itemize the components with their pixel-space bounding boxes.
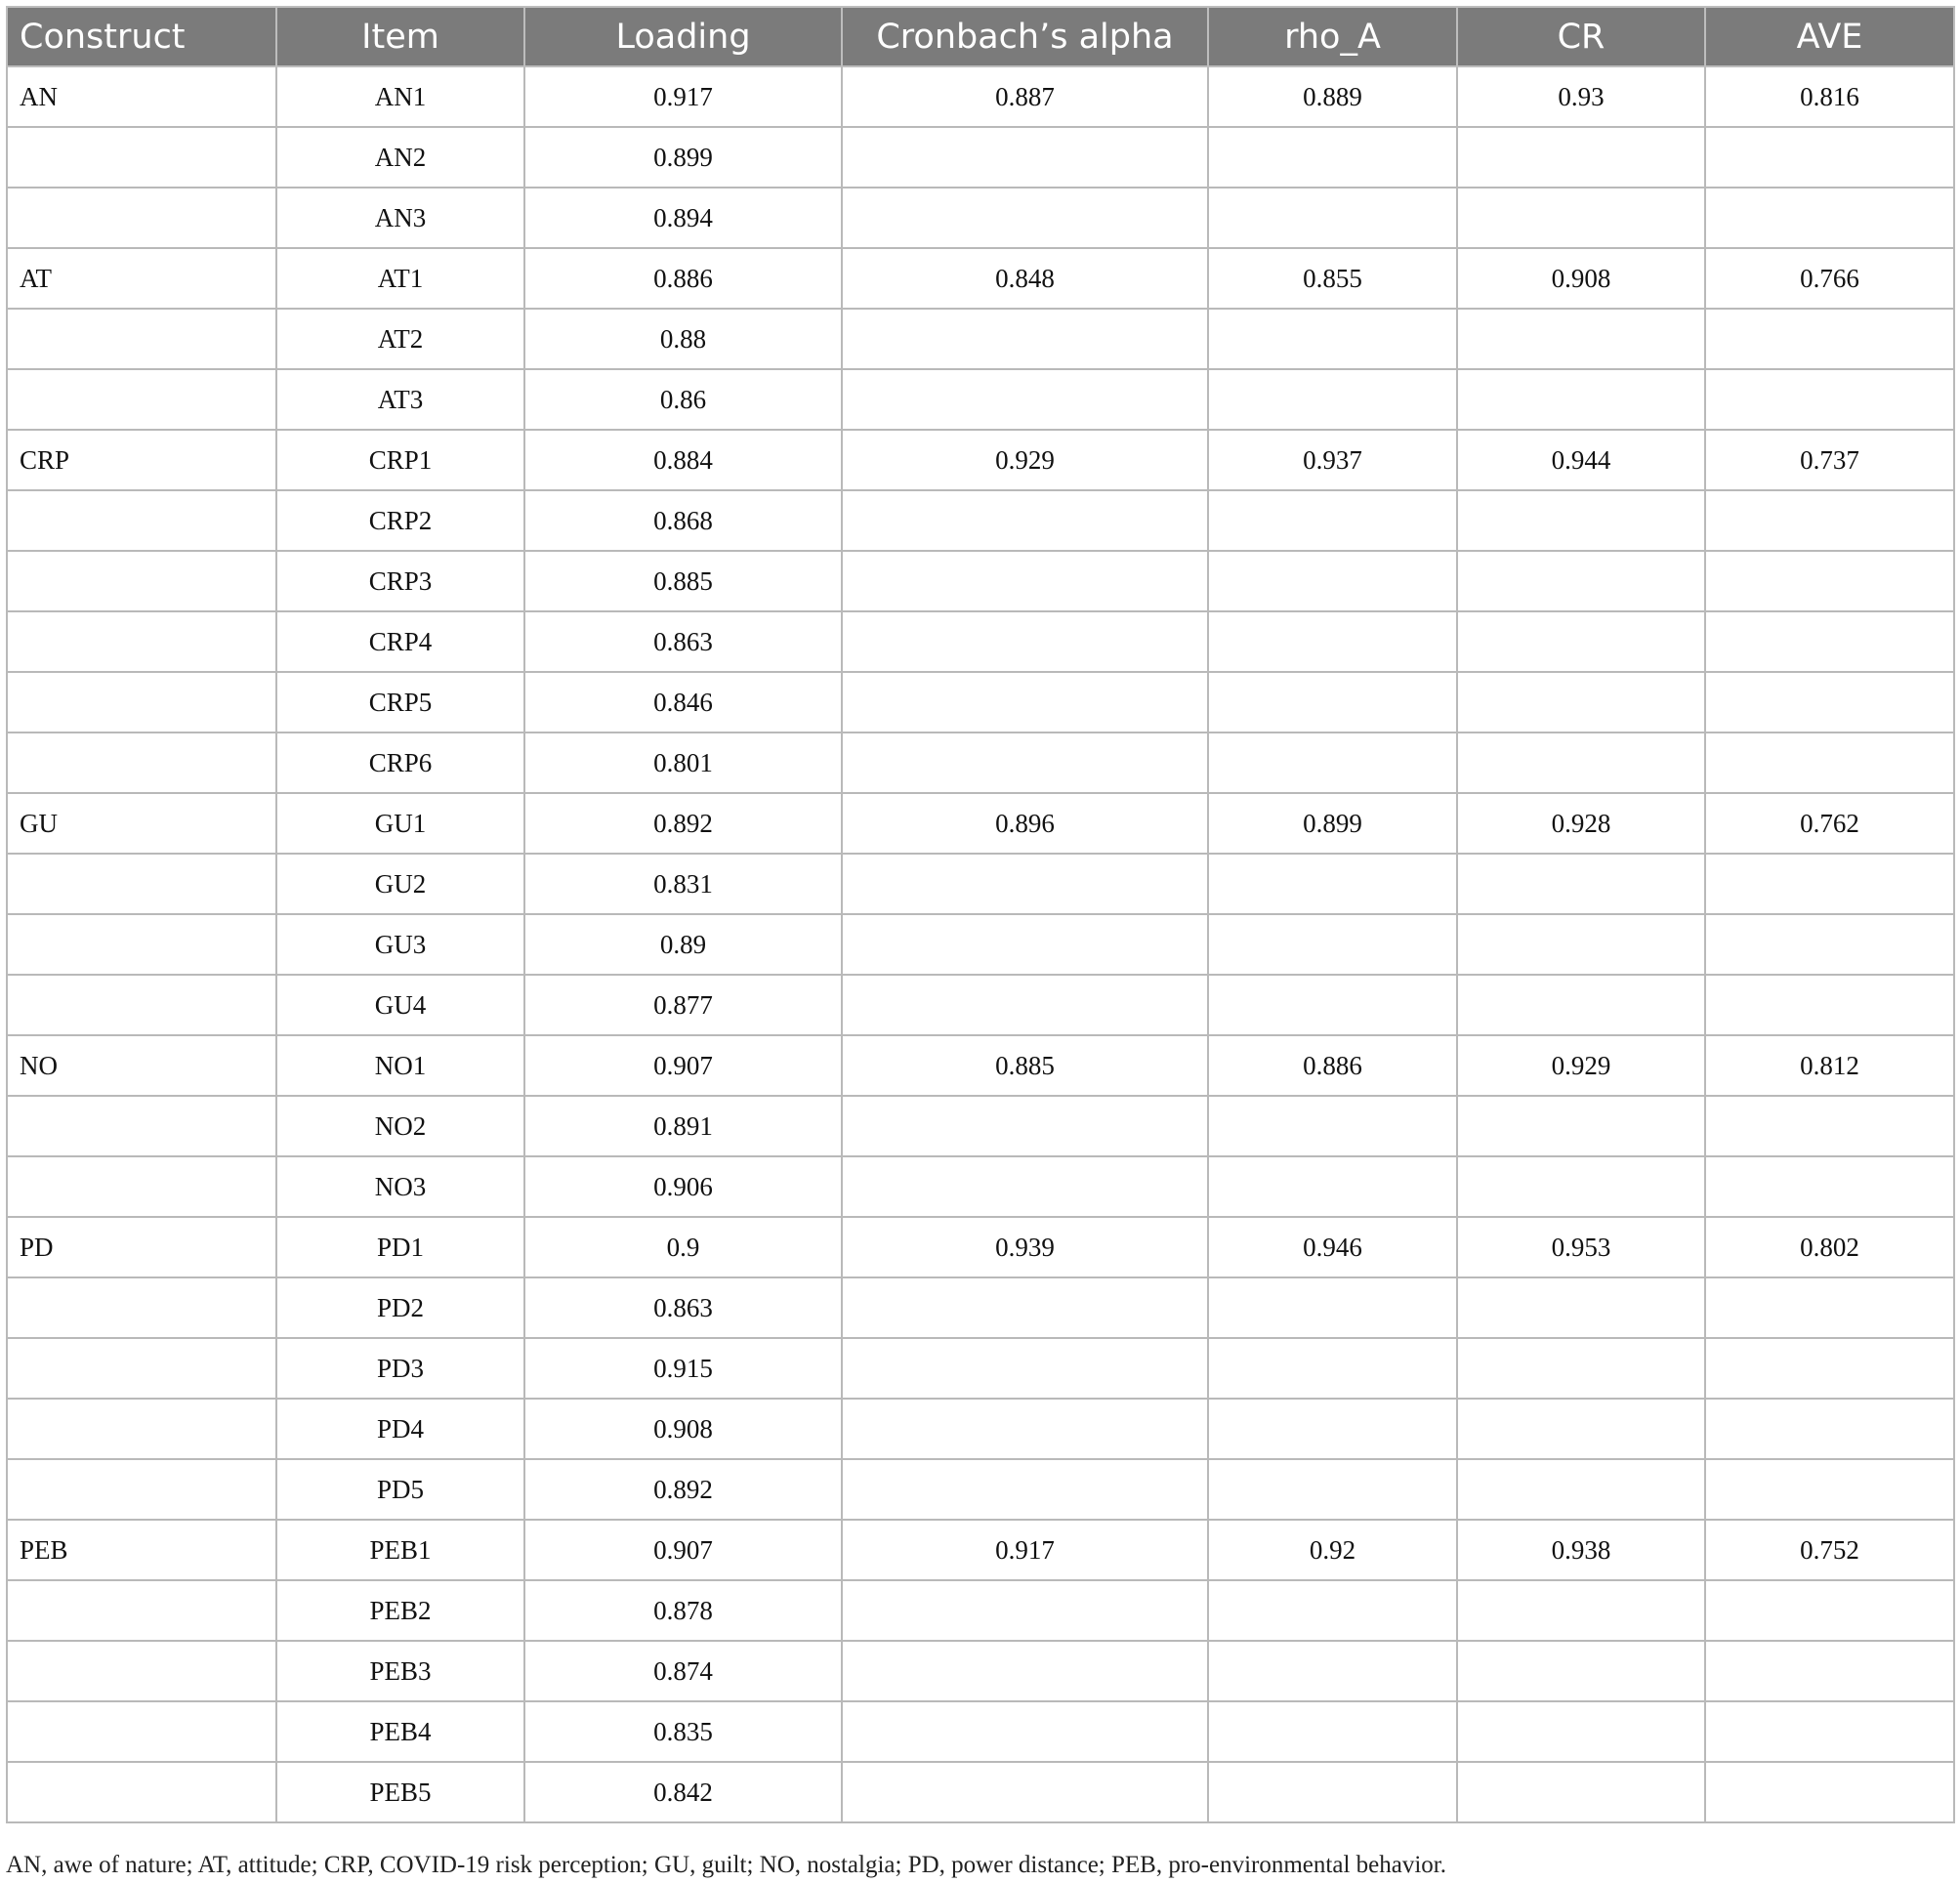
table-row	[7, 490, 1954, 551]
table-cell: PEB	[7, 1520, 276, 1580]
table-cell: 0.752	[1705, 1520, 1954, 1580]
table-cell	[842, 1338, 1208, 1399]
table-cell	[1208, 672, 1457, 732]
table-cell: NO2	[276, 1096, 524, 1156]
table-cell: 0.885	[842, 1035, 1208, 1096]
table-row	[7, 551, 1954, 611]
table-cell	[7, 1762, 276, 1822]
table-cell: 0.938	[1457, 1520, 1705, 1580]
table-cell: AT1	[276, 248, 524, 309]
table-header	[7, 7, 1954, 66]
table-cell	[1457, 611, 1705, 672]
table-row	[7, 1399, 1954, 1459]
table-cell	[1457, 1459, 1705, 1520]
table-cell	[1208, 188, 1457, 248]
table-cell	[1457, 188, 1705, 248]
table-cell: 0.944	[1457, 430, 1705, 490]
table-row	[7, 1338, 1954, 1399]
table-cell: 0.886	[524, 248, 842, 309]
table-cell: PEB1	[276, 1520, 524, 1580]
table-cell: 0.928	[1457, 793, 1705, 854]
table-row	[7, 1035, 1954, 1096]
table-cell	[7, 127, 276, 188]
table-cell: 0.816	[1705, 66, 1954, 127]
table-body	[7, 66, 1954, 1822]
table-cell	[7, 188, 276, 248]
table-cell: AN1	[276, 66, 524, 127]
table-cell	[7, 309, 276, 369]
table-cell	[1208, 975, 1457, 1035]
table-cell	[842, 1459, 1208, 1520]
table-cell: 0.863	[524, 611, 842, 672]
table-cell: 0.907	[524, 1520, 842, 1580]
table-cell	[842, 854, 1208, 914]
table-cell: AT	[7, 248, 276, 309]
column-header: rho_A	[1208, 7, 1457, 66]
table-cell	[7, 551, 276, 611]
table-cell	[1457, 1277, 1705, 1338]
table-row	[7, 1217, 1954, 1277]
table-cell	[1457, 1338, 1705, 1399]
table-cell: 0.831	[524, 854, 842, 914]
table-cell	[1705, 672, 1954, 732]
table-cell: PD2	[276, 1277, 524, 1338]
table-cell: AT2	[276, 309, 524, 369]
table-cell: PD4	[276, 1399, 524, 1459]
table-cell: PD	[7, 1217, 276, 1277]
table-cell: CRP3	[276, 551, 524, 611]
header-row	[7, 7, 1954, 66]
table-cell	[1208, 1762, 1457, 1822]
column-header: AVE	[1705, 7, 1954, 66]
table-cell: 0.896	[842, 793, 1208, 854]
column-header: Construct	[7, 7, 276, 66]
table-cell: 0.802	[1705, 1217, 1954, 1277]
table-cell: GU3	[276, 914, 524, 975]
table-cell: NO	[7, 1035, 276, 1096]
table-cell	[1705, 1459, 1954, 1520]
table-cell	[842, 732, 1208, 793]
table-cell	[7, 672, 276, 732]
table-cell	[7, 1156, 276, 1217]
table-cell	[1208, 914, 1457, 975]
table-cell	[1208, 551, 1457, 611]
table-cell: 0.93	[1457, 66, 1705, 127]
table-row	[7, 248, 1954, 309]
table-row	[7, 1762, 1954, 1822]
table-row	[7, 1096, 1954, 1156]
table-cell: GU2	[276, 854, 524, 914]
table-cell: PEB3	[276, 1641, 524, 1701]
table-cell: NO1	[276, 1035, 524, 1096]
table-cell	[1457, 914, 1705, 975]
table-cell: PEB5	[276, 1762, 524, 1822]
table-cell	[1705, 975, 1954, 1035]
table-cell: GU4	[276, 975, 524, 1035]
table-row	[7, 732, 1954, 793]
table-cell: 0.899	[1208, 793, 1457, 854]
table-cell: 0.874	[524, 1641, 842, 1701]
table-container	[6, 6, 1953, 1823]
table-cell: 0.878	[524, 1580, 842, 1641]
table-cell	[1705, 914, 1954, 975]
table-cell	[1705, 1701, 1954, 1762]
table-cell: 0.915	[524, 1338, 842, 1399]
table-cell	[1208, 1338, 1457, 1399]
table-row	[7, 369, 1954, 430]
table-cell: GU1	[276, 793, 524, 854]
table-cell: 0.891	[524, 1096, 842, 1156]
table-cell	[842, 490, 1208, 551]
table-cell	[1705, 369, 1954, 430]
table-cell	[1457, 490, 1705, 551]
table-cell	[1705, 188, 1954, 248]
table-cell	[1208, 1641, 1457, 1701]
table-cell	[1705, 732, 1954, 793]
table-cell: 0.894	[524, 188, 842, 248]
table-cell	[1208, 309, 1457, 369]
table-cell	[1208, 127, 1457, 188]
table-row	[7, 1580, 1954, 1641]
table-cell: PEB2	[276, 1580, 524, 1641]
table-cell: 0.868	[524, 490, 842, 551]
table-cell: 0.762	[1705, 793, 1954, 854]
table-cell	[842, 975, 1208, 1035]
table-cell	[1457, 1096, 1705, 1156]
table-row	[7, 672, 1954, 732]
table-cell: 0.892	[524, 793, 842, 854]
table-cell: 0.9	[524, 1217, 842, 1277]
reliability-table	[6, 6, 1955, 1823]
table-cell	[1457, 1701, 1705, 1762]
table-cell: 0.917	[524, 66, 842, 127]
table-cell	[842, 188, 1208, 248]
table-cell	[7, 1459, 276, 1520]
table-row	[7, 1277, 1954, 1338]
table-cell	[1457, 369, 1705, 430]
table-cell	[1457, 127, 1705, 188]
table-row	[7, 309, 1954, 369]
table-row	[7, 854, 1954, 914]
table-cell	[1208, 490, 1457, 551]
table-cell	[1705, 551, 1954, 611]
table-cell	[1457, 1762, 1705, 1822]
table-cell: 0.842	[524, 1762, 842, 1822]
table-cell	[7, 611, 276, 672]
table-row	[7, 793, 1954, 854]
table-cell: 0.835	[524, 1701, 842, 1762]
table-cell	[1705, 1338, 1954, 1399]
table-row	[7, 1641, 1954, 1701]
table-cell: 0.801	[524, 732, 842, 793]
table-cell	[1705, 127, 1954, 188]
table-cell: 0.907	[524, 1035, 842, 1096]
table-cell	[1457, 309, 1705, 369]
table-cell	[1457, 1156, 1705, 1217]
table-cell: 0.737	[1705, 430, 1954, 490]
table-cell	[1208, 732, 1457, 793]
table-cell: 0.908	[524, 1399, 842, 1459]
table-cell	[1705, 1156, 1954, 1217]
table-cell: 0.892	[524, 1459, 842, 1520]
table-row	[7, 430, 1954, 490]
table-cell	[842, 1277, 1208, 1338]
table-cell	[7, 1399, 276, 1459]
table-cell	[842, 1701, 1208, 1762]
table-cell: 0.889	[1208, 66, 1457, 127]
table-row	[7, 188, 1954, 248]
table-cell	[1705, 1096, 1954, 1156]
table-cell	[7, 1277, 276, 1338]
table-cell	[842, 1641, 1208, 1701]
table-cell: 0.885	[524, 551, 842, 611]
table-cell: CRP6	[276, 732, 524, 793]
table-cell	[1705, 1277, 1954, 1338]
table-cell	[1705, 309, 1954, 369]
table-cell	[7, 1096, 276, 1156]
table-cell: GU	[7, 793, 276, 854]
table-cell: 0.929	[1457, 1035, 1705, 1096]
table-cell	[7, 732, 276, 793]
table-cell: 0.92	[1208, 1520, 1457, 1580]
column-header: Item	[276, 7, 524, 66]
table-cell	[1208, 1399, 1457, 1459]
table-cell	[842, 127, 1208, 188]
table-row	[7, 66, 1954, 127]
table-cell: 0.846	[524, 672, 842, 732]
table-cell: AT3	[276, 369, 524, 430]
table-cell	[7, 369, 276, 430]
table-cell	[1208, 1580, 1457, 1641]
table-cell	[842, 1762, 1208, 1822]
table-row	[7, 1459, 1954, 1520]
table-cell	[1208, 369, 1457, 430]
table-cell: NO3	[276, 1156, 524, 1217]
table-cell: PD1	[276, 1217, 524, 1277]
table-cell	[1208, 611, 1457, 672]
table-cell	[842, 309, 1208, 369]
table-cell	[842, 672, 1208, 732]
table-cell	[1457, 1580, 1705, 1641]
column-header: CR	[1457, 7, 1705, 66]
table-cell	[1208, 1277, 1457, 1338]
table-footnote: AN, awe of nature; AT, attitude; CRP, COVID-19 risk perception; GU, guilt; NO, nostalgia; PD, power distance; PEB, pro-environmental behavior.	[6, 1852, 1446, 1878]
table-cell: AN	[7, 66, 276, 127]
table-cell	[1705, 611, 1954, 672]
table-cell: 0.917	[842, 1520, 1208, 1580]
table-cell	[7, 854, 276, 914]
table-cell	[7, 1580, 276, 1641]
table-cell	[842, 611, 1208, 672]
table-cell: PEB4	[276, 1701, 524, 1762]
table-cell: 0.886	[1208, 1035, 1457, 1096]
table-cell	[1208, 1459, 1457, 1520]
table-cell	[1705, 490, 1954, 551]
table-cell: PD5	[276, 1459, 524, 1520]
table-cell	[1705, 1399, 1954, 1459]
table-cell: 0.855	[1208, 248, 1457, 309]
table-row	[7, 611, 1954, 672]
table-cell: 0.848	[842, 248, 1208, 309]
table-cell: 0.884	[524, 430, 842, 490]
table-cell: CRP5	[276, 672, 524, 732]
table-cell: 0.88	[524, 309, 842, 369]
table-cell: 0.937	[1208, 430, 1457, 490]
table-cell	[1457, 1641, 1705, 1701]
table-cell: CRP1	[276, 430, 524, 490]
table-cell	[1208, 1156, 1457, 1217]
table-cell	[842, 551, 1208, 611]
table-cell	[842, 914, 1208, 975]
table-cell: 0.953	[1457, 1217, 1705, 1277]
table-cell: 0.89	[524, 914, 842, 975]
table-cell: 0.812	[1705, 1035, 1954, 1096]
table-cell	[842, 1399, 1208, 1459]
table-cell: 0.939	[842, 1217, 1208, 1277]
table-cell: 0.908	[1457, 248, 1705, 309]
table-cell: 0.887	[842, 66, 1208, 127]
table-cell	[842, 1156, 1208, 1217]
column-header: Loading	[524, 7, 842, 66]
table-cell	[1457, 854, 1705, 914]
table-cell: 0.863	[524, 1277, 842, 1338]
table-cell	[1705, 854, 1954, 914]
table-cell	[7, 1338, 276, 1399]
table-cell: AN3	[276, 188, 524, 248]
table-cell: 0.86	[524, 369, 842, 430]
table-cell	[7, 490, 276, 551]
table-cell: 0.877	[524, 975, 842, 1035]
table-row	[7, 914, 1954, 975]
table-cell	[842, 369, 1208, 430]
table-cell	[842, 1580, 1208, 1641]
table-cell: CRP4	[276, 611, 524, 672]
table-cell	[7, 1641, 276, 1701]
table-row	[7, 1520, 1954, 1580]
table-cell	[1457, 1399, 1705, 1459]
table-cell	[1457, 975, 1705, 1035]
table-row	[7, 975, 1954, 1035]
table-cell	[1208, 1096, 1457, 1156]
column-header: Cronbach’s alpha	[842, 7, 1208, 66]
table-cell: 0.899	[524, 127, 842, 188]
table-row	[7, 1701, 1954, 1762]
table-cell	[1208, 854, 1457, 914]
table-row	[7, 1156, 1954, 1217]
table-cell	[7, 914, 276, 975]
table-row	[7, 127, 1954, 188]
table-cell	[1457, 551, 1705, 611]
table-cell: CRP2	[276, 490, 524, 551]
table-cell	[7, 1701, 276, 1762]
table-cell: 0.906	[524, 1156, 842, 1217]
table-cell	[1705, 1762, 1954, 1822]
table-cell	[1705, 1580, 1954, 1641]
table-cell: 0.766	[1705, 248, 1954, 309]
table-cell	[7, 975, 276, 1035]
table-cell	[1457, 732, 1705, 793]
table-cell: CRP	[7, 430, 276, 490]
table-cell: 0.929	[842, 430, 1208, 490]
table-cell: AN2	[276, 127, 524, 188]
table-cell: 0.946	[1208, 1217, 1457, 1277]
table-cell	[1208, 1701, 1457, 1762]
table-cell: PD3	[276, 1338, 524, 1399]
table-cell	[842, 1096, 1208, 1156]
table-cell	[1457, 672, 1705, 732]
table-cell	[1705, 1641, 1954, 1701]
